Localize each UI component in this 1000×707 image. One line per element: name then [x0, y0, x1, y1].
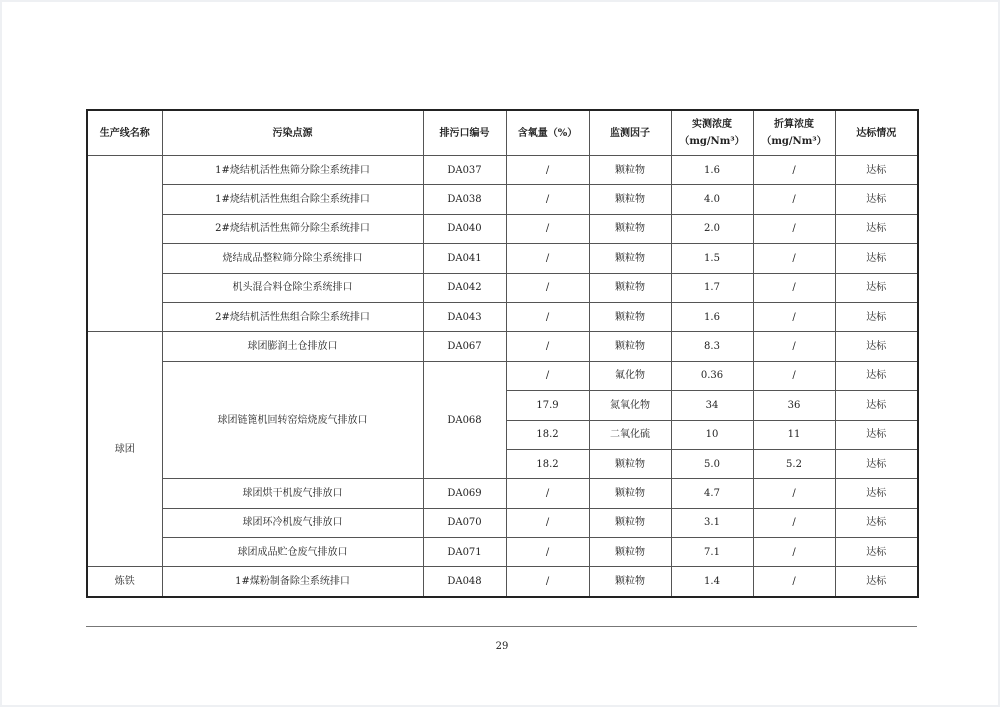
cell-factor: 颗粒物 [589, 273, 671, 302]
cell-outlet: DA038 [423, 185, 506, 214]
cell-status: 达标 [835, 391, 918, 420]
cell-oxygen: / [506, 538, 589, 567]
cell-factor: 颗粒物 [589, 244, 671, 273]
header-measured-line2: （mg/Nm³） [679, 136, 745, 147]
cell-converted: / [753, 567, 835, 597]
table-row [87, 508, 918, 537]
header-oxygen: 含氧量（%） [506, 110, 589, 156]
cell-source: 球团链篦机回转窑焙烧废气排放口 [162, 361, 423, 479]
header-pollution-source: 污染点源 [162, 110, 423, 156]
cell-oxygen: / [506, 156, 589, 185]
page-number: 29 [495, 641, 509, 652]
cell-measured: 8.3 [671, 332, 753, 361]
table-row [87, 244, 918, 273]
cell-measured: 3.1 [671, 508, 753, 537]
cell-outlet: DA041 [423, 244, 506, 273]
cell-status: 达标 [835, 567, 918, 597]
cell-status: 达标 [835, 244, 918, 273]
cell-converted: / [753, 332, 835, 361]
cell-measured: 1.6 [671, 156, 753, 185]
cell-source: 机头混合料仓除尘系统排口 [162, 273, 423, 302]
cell-oxygen: / [506, 567, 589, 597]
cell-oxygen: / [506, 214, 589, 243]
group-cell-empty [87, 156, 162, 332]
group-cell-pellet: 球团 [87, 332, 162, 567]
cell-status: 达标 [835, 302, 918, 331]
cell-measured: 2.0 [671, 214, 753, 243]
cell-factor: 颗粒物 [589, 567, 671, 597]
cell-source: 2#烧结机活性焦组合除尘系统排口 [162, 302, 423, 331]
cell-converted: 36 [753, 391, 835, 420]
cell-measured: 0.36 [671, 361, 753, 390]
cell-source: 1#烧结机活性焦组合除尘系统排口 [162, 185, 423, 214]
cell-oxygen: 18.2 [506, 449, 589, 478]
header-converted-line2: （mg/Nm³） [761, 136, 827, 147]
table-row [87, 156, 918, 185]
cell-factor: 颗粒物 [589, 302, 671, 331]
header-compliance-status: 达标情况 [835, 110, 918, 156]
cell-outlet: DA069 [423, 479, 506, 508]
cell-oxygen: 18.2 [506, 420, 589, 449]
cell-converted: / [753, 185, 835, 214]
cell-converted: / [753, 273, 835, 302]
table-row [87, 302, 918, 331]
cell-measured: 4.0 [671, 185, 753, 214]
cell-outlet: DA042 [423, 273, 506, 302]
cell-converted: / [753, 508, 835, 537]
cell-converted: / [753, 156, 835, 185]
cell-measured: 5.0 [671, 449, 753, 478]
footer-divider [86, 626, 917, 627]
header-outlet-id: 排污口编号 [423, 110, 506, 156]
cell-status: 达标 [835, 538, 918, 567]
header-measured-line1: 实测浓度 [692, 119, 732, 130]
header-measured-concentration [671, 110, 753, 156]
cell-measured: 10 [671, 420, 753, 449]
cell-oxygen: / [506, 479, 589, 508]
cell-status: 达标 [835, 361, 918, 390]
cell-measured: 1.5 [671, 244, 753, 273]
header-monitoring-factor: 监测因子 [589, 110, 671, 156]
cell-status: 达标 [835, 420, 918, 449]
table-row [87, 567, 918, 597]
cell-factor: 氮氧化物 [589, 391, 671, 420]
table-row [87, 538, 918, 567]
cell-factor: 氟化物 [589, 361, 671, 390]
cell-oxygen: / [506, 185, 589, 214]
table-row [87, 185, 918, 214]
cell-status: 达标 [835, 156, 918, 185]
group-cell-ironmaking: 炼铁 [87, 567, 162, 597]
cell-outlet: DA068 [423, 361, 506, 479]
table-row [87, 361, 918, 390]
header-converted-line1: 折算浓度 [774, 119, 814, 130]
cell-oxygen: / [506, 302, 589, 331]
emission-monitoring-table [86, 109, 919, 598]
cell-oxygen: / [506, 332, 589, 361]
header-converted-concentration [753, 110, 835, 156]
cell-factor: 颗粒物 [589, 538, 671, 567]
cell-oxygen: 17.9 [506, 391, 589, 420]
cell-converted: / [753, 214, 835, 243]
cell-outlet: DA037 [423, 156, 506, 185]
cell-measured: 1.7 [671, 273, 753, 302]
cell-source: 烧结成品整粒筛分除尘系统排口 [162, 244, 423, 273]
cell-source: 2#烧结机活性焦筛分除尘系统排口 [162, 214, 423, 243]
cell-factor: 二氧化硫 [589, 420, 671, 449]
cell-status: 达标 [835, 332, 918, 361]
cell-source: 球团烘干机废气排放口 [162, 479, 423, 508]
cell-status: 达标 [835, 185, 918, 214]
header-line-name: 生产线名称 [87, 110, 162, 156]
cell-factor: 颗粒物 [589, 332, 671, 361]
cell-converted: / [753, 538, 835, 567]
cell-source: 球团成品贮仓废气排放口 [162, 538, 423, 567]
cell-converted: / [753, 244, 835, 273]
table-row [87, 214, 918, 243]
table-header-row [87, 110, 918, 156]
cell-measured: 1.4 [671, 567, 753, 597]
cell-outlet: DA071 [423, 538, 506, 567]
cell-oxygen: / [506, 361, 589, 390]
cell-status: 达标 [835, 449, 918, 478]
cell-factor: 颗粒物 [589, 214, 671, 243]
cell-status: 达标 [835, 508, 918, 537]
cell-factor: 颗粒物 [589, 508, 671, 537]
cell-outlet: DA048 [423, 567, 506, 597]
document-page [2, 2, 998, 705]
cell-converted: / [753, 302, 835, 331]
cell-outlet: DA040 [423, 214, 506, 243]
cell-factor: 颗粒物 [589, 449, 671, 478]
cell-measured: 4.7 [671, 479, 753, 508]
cell-factor: 颗粒物 [589, 479, 671, 508]
cell-status: 达标 [835, 479, 918, 508]
cell-source: 球团膨润土仓排放口 [162, 332, 423, 361]
cell-measured: 7.1 [671, 538, 753, 567]
cell-factor: 颗粒物 [589, 185, 671, 214]
cell-outlet: DA067 [423, 332, 506, 361]
cell-converted: / [753, 479, 835, 508]
cell-converted: / [753, 361, 835, 390]
cell-outlet: DA070 [423, 508, 506, 537]
cell-status: 达标 [835, 214, 918, 243]
table-row [87, 332, 918, 361]
cell-converted: 5.2 [753, 449, 835, 478]
cell-source: 球团环冷机废气排放口 [162, 508, 423, 537]
table-row [87, 479, 918, 508]
cell-oxygen: / [506, 244, 589, 273]
cell-source: 1#煤粉制备除尘系统排口 [162, 567, 423, 597]
cell-factor: 颗粒物 [589, 156, 671, 185]
cell-oxygen: / [506, 508, 589, 537]
cell-converted: 11 [753, 420, 835, 449]
cell-status: 达标 [835, 273, 918, 302]
cell-oxygen: / [506, 273, 589, 302]
cell-measured: 34 [671, 391, 753, 420]
cell-measured: 1.6 [671, 302, 753, 331]
cell-source: 1#烧结机活性焦筛分除尘系统排口 [162, 156, 423, 185]
cell-outlet: DA043 [423, 302, 506, 331]
table-row [87, 273, 918, 302]
